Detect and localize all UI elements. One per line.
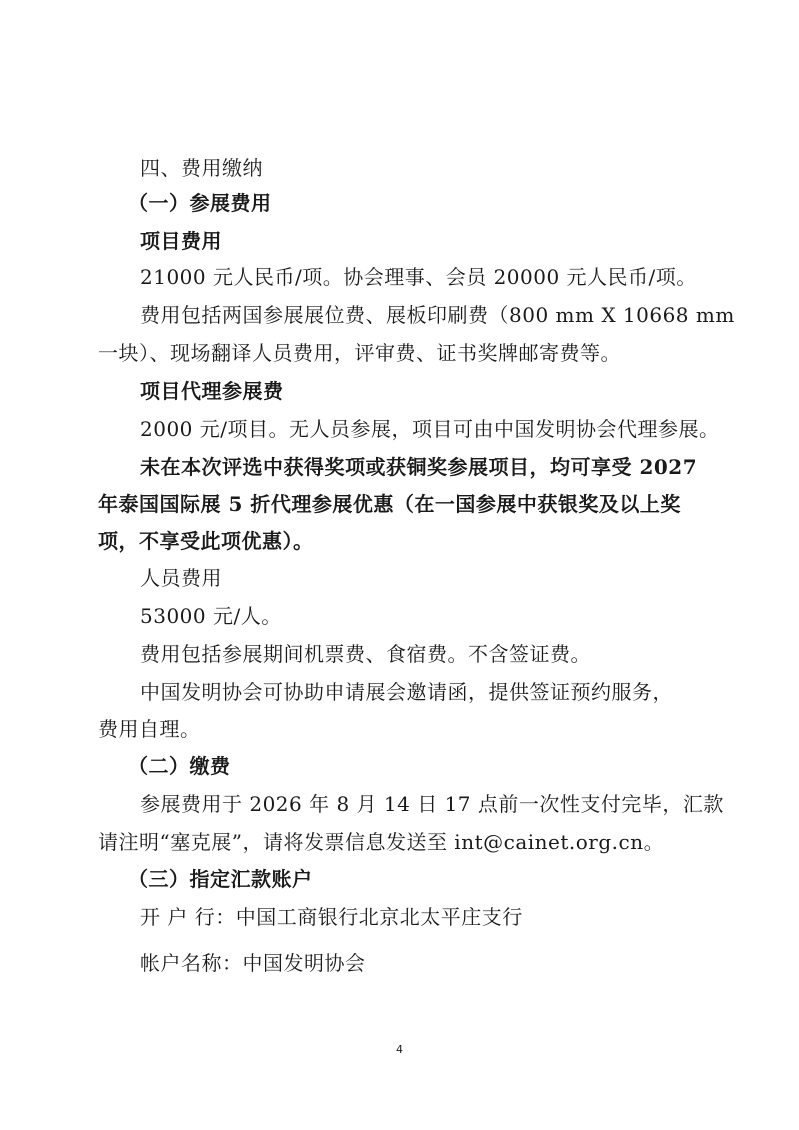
discount-line-1: 未在本次评选中获得奖项或获铜奖参展项目，均可享受 2027	[140, 455, 698, 479]
agency-fee-label: 项目代理参展费	[140, 379, 284, 403]
project-fee-amount: 21000 元人民币/项。协会理事、会员 20000 元人民币/项。	[140, 265, 697, 289]
personnel-fee-amount: 53000 元/人。	[140, 604, 282, 628]
account-name-line: 帐户名称：中国发明协会	[140, 951, 366, 975]
personnel-fee-label: 人员费用	[140, 566, 222, 590]
project-fee-includes-line-1: 费用包括两国参展展位费、展板印刷费（800 mm X 10668 mm	[140, 303, 735, 327]
subsection-heading-fees: （一）参展费用	[128, 191, 272, 215]
payment-line-2: 请注明“塞克展”，请将发票信息发送至 int@cainet.org.cn。	[98, 830, 665, 854]
agency-fee-text: 2000 元/项目。无人员参展，项目可由中国发明协会代理参展。	[140, 417, 720, 441]
bank-line: 开 户 行：中国工商银行北京北太平庄支行	[140, 905, 523, 929]
project-fee-label: 项目费用	[140, 229, 222, 253]
section-heading: 四、费用缴纳	[140, 156, 263, 180]
assist-line-1: 中国发明协会可协助申请展会邀请函，提供签证预约服务，	[140, 680, 673, 704]
subsection-heading-payment: （二）缴费	[128, 754, 231, 778]
payment-line-1: 参展费用于 2026 年 8 月 14 日 17 点前一次性支付完毕，汇款	[140, 792, 724, 816]
personnel-fee-includes: 费用包括参展期间机票费、食宿费。不含签证费。	[140, 642, 591, 666]
assist-line-2: 费用自理。	[98, 717, 201, 741]
discount-line-3: 项，不享受此项优惠）。	[98, 529, 314, 553]
discount-line-2: 年泰国国际展 5 折代理参展优惠（在一国参展中获银奖及以上奖	[98, 492, 681, 516]
page-number: 4	[396, 1043, 403, 1056]
project-fee-includes-line-2: 一块）、现场翻译人员费用，评审费、证书奖牌邮寄费等。	[98, 341, 621, 365]
subsection-heading-account: （三）指定汇款账户	[128, 867, 313, 891]
